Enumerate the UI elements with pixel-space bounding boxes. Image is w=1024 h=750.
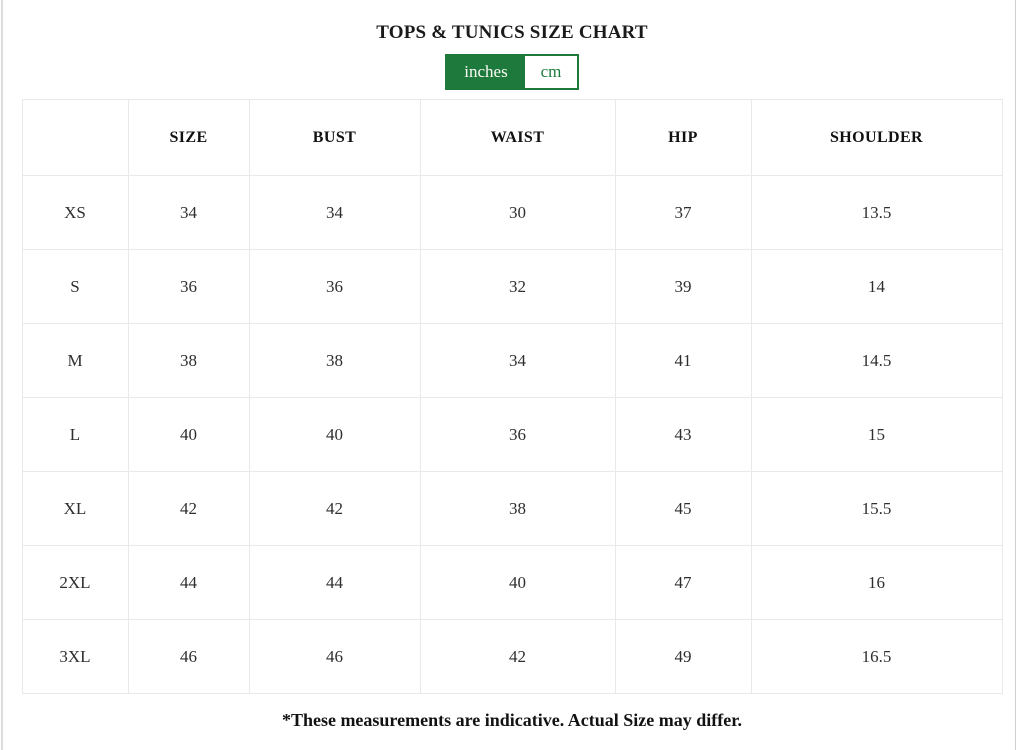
size-chart-table	[22, 99, 1003, 694]
cell-shoulder: 15	[751, 398, 1002, 472]
row-label: 2XL	[22, 546, 128, 620]
row-label: S	[22, 250, 128, 324]
table-row-m	[22, 324, 1002, 398]
table-row-2xl	[22, 546, 1002, 620]
cell-waist: 34	[420, 324, 615, 398]
cell-size: 46	[128, 620, 249, 694]
column-header-bust: BUST	[249, 100, 420, 176]
cell-size: 38	[128, 324, 249, 398]
table-row-s	[22, 250, 1002, 324]
cell-bust: 34	[249, 176, 420, 250]
row-label: XS	[22, 176, 128, 250]
cell-hip: 37	[615, 176, 751, 250]
cell-waist: 36	[420, 398, 615, 472]
cell-shoulder: 15.5	[751, 472, 1002, 546]
cell-shoulder: 14	[751, 250, 1002, 324]
unit-option-cm[interactable]: cm	[525, 56, 577, 88]
size-chart-header	[0, 0, 1024, 90]
cell-bust: 46	[249, 620, 420, 694]
table-row-xs	[22, 176, 1002, 250]
row-label: M	[22, 324, 128, 398]
cell-size: 40	[128, 398, 249, 472]
row-label: XL	[22, 472, 128, 546]
cell-hip: 47	[615, 546, 751, 620]
cell-shoulder: 16.5	[751, 620, 1002, 694]
cell-bust: 42	[249, 472, 420, 546]
cell-size: 36	[128, 250, 249, 324]
cell-waist: 42	[420, 620, 615, 694]
cell-shoulder: 13.5	[751, 176, 1002, 250]
unit-option-inches[interactable]: inches	[447, 56, 525, 88]
table-row-xl	[22, 472, 1002, 546]
column-header-hip: HIP	[615, 100, 751, 176]
page-title: TOPS & TUNICS SIZE CHART	[376, 22, 648, 43]
cell-size: 34	[128, 176, 249, 250]
cell-waist: 30	[420, 176, 615, 250]
cell-shoulder: 16	[751, 546, 1002, 620]
cell-waist: 32	[420, 250, 615, 324]
column-header-blank	[22, 100, 128, 176]
cell-hip: 39	[615, 250, 751, 324]
cell-hip: 43	[615, 398, 751, 472]
row-label: L	[22, 398, 128, 472]
column-header-waist: WAIST	[420, 100, 615, 176]
measurement-disclaimer: *These measurements are indicative. Actual Size may differ.	[281, 710, 743, 730]
cell-size: 42	[128, 472, 249, 546]
cell-hip: 49	[615, 620, 751, 694]
cell-waist: 38	[420, 472, 615, 546]
cell-bust: 38	[249, 324, 420, 398]
cell-hip: 45	[615, 472, 751, 546]
cell-bust: 36	[249, 250, 420, 324]
unit-toggle	[445, 54, 579, 90]
cell-size: 44	[128, 546, 249, 620]
cell-bust: 40	[249, 398, 420, 472]
column-header-size: SIZE	[128, 100, 249, 176]
cell-waist: 40	[420, 546, 615, 620]
cell-hip: 41	[615, 324, 751, 398]
row-label: 3XL	[22, 620, 128, 694]
table-row-l	[22, 398, 1002, 472]
cell-bust: 44	[249, 546, 420, 620]
table-row-3xl	[22, 620, 1002, 694]
cell-shoulder: 14.5	[751, 324, 1002, 398]
column-header-shoulder: SHOULDER	[751, 100, 1002, 176]
header-row	[22, 100, 1002, 176]
